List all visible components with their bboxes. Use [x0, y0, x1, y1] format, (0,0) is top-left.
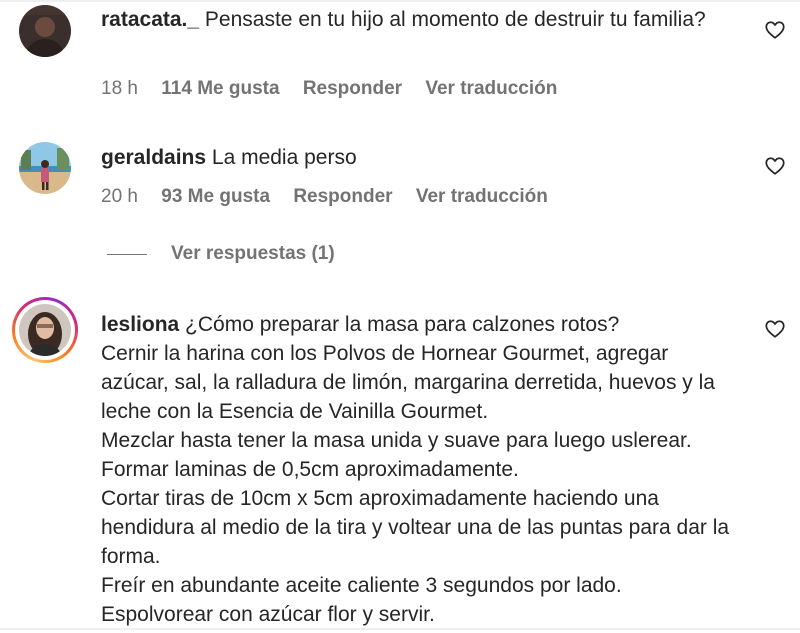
- story-ring[interactable]: [12, 297, 78, 363]
- top-divider: [0, 0, 800, 2]
- reply-button[interactable]: Responder: [302, 78, 403, 99]
- comment-text: La media perso: [211, 146, 357, 169]
- comment-body: [101, 143, 741, 172]
- reply-button[interactable]: Responder: [293, 186, 393, 207]
- bottom-divider: [0, 628, 800, 630]
- avatar[interactable]: [19, 304, 71, 356]
- comment-username[interactable]: ratacata._: [101, 8, 200, 31]
- comment-body: [101, 5, 741, 34]
- comment-text: Pensaste en tu hijo al momento de destruir tu familia?: [204, 8, 706, 31]
- heart-outline-icon[interactable]: [764, 155, 786, 177]
- avatar-image: [19, 142, 71, 194]
- comment-time[interactable]: 20 h: [101, 186, 138, 207]
- comment-text-line: Cernir la harina con los Polvos de Hornear Gourmet, agregar azúcar, sal, la ralladura de limón, margarina derretida, huevos y la leche con la Esencia de Vainilla Gourmet.: [101, 342, 715, 423]
- view-replies-button[interactable]: [107, 241, 335, 267]
- avatar-image: [19, 5, 71, 57]
- comment-username[interactable]: geraldains: [101, 146, 207, 169]
- comment-meta: [101, 186, 566, 208]
- avatar[interactable]: [19, 142, 71, 194]
- avatar-image: [19, 304, 71, 356]
- comment-text-line: Cortar tiras de 10cm x 5cm aproximadamente haciendo una hendidura al medio de la tira y voltear una de las puntas para dar la forma.: [101, 487, 730, 568]
- comment-text-line: ¿Cómo preparar la masa para calzones rotos?: [185, 313, 620, 336]
- comment-likes[interactable]: 114 Me gusta: [161, 78, 280, 99]
- comment-time[interactable]: 18 h: [101, 78, 138, 99]
- heart-outline-icon[interactable]: [764, 318, 786, 340]
- comment-body: [101, 310, 741, 629]
- comment-text-line: Espolvorear con azúcar flor y servir.: [101, 603, 435, 626]
- view-replies-label[interactable]: Ver respuestas (1): [171, 243, 335, 264]
- comment-text-line: Freír en abundante aceite caliente 3 segundos por lado.: [101, 574, 622, 597]
- translate-button[interactable]: Ver traducción: [415, 186, 548, 207]
- comment-text-line: Mezclar hasta tener la masa unida y suave para luego uslerear. Formar laminas de 0,5cm aproximadamente.: [101, 429, 692, 481]
- avatar[interactable]: [19, 5, 71, 57]
- comment-username[interactable]: lesliona: [101, 313, 180, 336]
- translate-button[interactable]: Ver traducción: [425, 78, 558, 99]
- view-replies-line: [107, 254, 147, 255]
- heart-outline-icon[interactable]: [764, 19, 786, 41]
- comment-likes[interactable]: 93 Me gusta: [161, 186, 271, 207]
- comment-meta: [101, 78, 575, 100]
